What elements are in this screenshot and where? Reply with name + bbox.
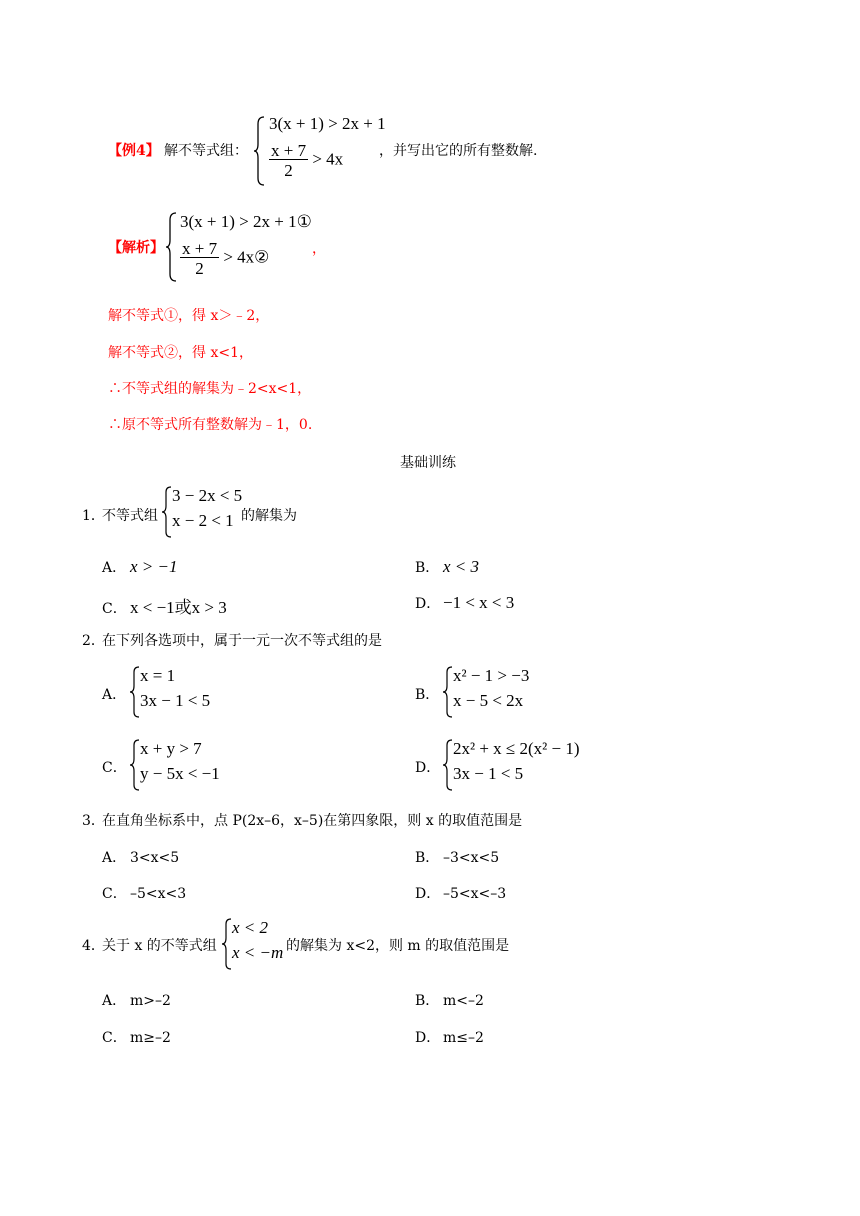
option-label: B． bbox=[415, 687, 440, 703]
system-line: x² − 1 > −3 bbox=[453, 666, 530, 685]
option-label: C． bbox=[102, 886, 127, 902]
solution-step: 解不等式②，得 x<1， bbox=[108, 345, 253, 361]
option-d[interactable] bbox=[415, 1027, 484, 1047]
system-line: 2x² + x ≤ 2(x² − 1) bbox=[453, 739, 580, 758]
option-label: D． bbox=[415, 596, 441, 612]
option-b[interactable] bbox=[415, 847, 499, 867]
question-suffix: 的解集为 bbox=[241, 508, 297, 524]
option-text: m<–2 bbox=[443, 993, 484, 1009]
solution-step: 解不等式①，得 x＞﹣2， bbox=[108, 308, 270, 324]
solution-ineq1: 3(x + 1) > 2x + 1① bbox=[180, 212, 312, 231]
option-label: C． bbox=[102, 601, 127, 617]
option-label: B． bbox=[415, 560, 440, 576]
option-text: –5<x<3 bbox=[130, 886, 187, 902]
option-text: –3<x<5 bbox=[443, 850, 500, 866]
system-line: 3x − 1 < 5 bbox=[140, 691, 211, 710]
option-label: D． bbox=[415, 1030, 441, 1046]
option-c[interactable] bbox=[102, 593, 227, 618]
example-ineq1: 3(x + 1) > 2x + 1 bbox=[269, 114, 386, 133]
option-text: x < −1或x > 3 bbox=[130, 598, 227, 617]
option-label: A． bbox=[102, 560, 127, 576]
option-text: x < 3 bbox=[443, 557, 480, 576]
option-a[interactable] bbox=[102, 847, 179, 867]
system-line: x = 1 bbox=[140, 666, 176, 685]
question-prefix: 在下列各选项中，属于一元一次不等式组的是 bbox=[102, 633, 382, 649]
option-text: 3<x<5 bbox=[130, 850, 180, 866]
option-text: –5<x<–3 bbox=[443, 886, 507, 902]
question-prefix: 不等式组 bbox=[102, 508, 158, 524]
option-text: m≥–2 bbox=[130, 1030, 171, 1046]
system-line: x < −m bbox=[232, 943, 284, 962]
solution-step: ∴不等式组的解集为﹣2<x<1， bbox=[108, 381, 312, 397]
system-line: x + y > 7 bbox=[140, 739, 202, 758]
system-line: x − 5 < 2x bbox=[453, 691, 524, 710]
system-line: y − 5x < −1 bbox=[140, 764, 220, 783]
option-a[interactable] bbox=[102, 557, 178, 577]
option-label: B． bbox=[415, 850, 440, 866]
section-title: 基础训练 bbox=[400, 455, 456, 471]
example-ineq2-numerator: x + 7 bbox=[271, 141, 307, 160]
option-label: C． bbox=[102, 760, 127, 776]
question-suffix: 的解集为 x<2，则 m 的取值范围是 bbox=[286, 938, 510, 954]
solution-ineq2 bbox=[180, 240, 269, 277]
option-b[interactable] bbox=[415, 990, 484, 1010]
solution-step: ∴原不等式所有整数解为﹣1，0. bbox=[108, 417, 313, 433]
question-number: 2． bbox=[82, 633, 105, 649]
option-label: B． bbox=[415, 993, 440, 1009]
brace-icon bbox=[165, 212, 179, 282]
example-suffix: ，并写出它的所有整数解. bbox=[379, 143, 538, 159]
brace-icon bbox=[253, 116, 267, 186]
question-number: 4． bbox=[82, 938, 105, 954]
example-prompt: 解不等式组： bbox=[164, 143, 248, 159]
option-text: m≤–2 bbox=[443, 1030, 484, 1046]
option-b[interactable] bbox=[415, 557, 479, 577]
option-c[interactable] bbox=[102, 1027, 171, 1047]
system-line: 3x − 1 < 5 bbox=[453, 764, 524, 783]
option-a[interactable] bbox=[102, 990, 171, 1010]
option-label: A． bbox=[102, 850, 127, 866]
solution-ineq2-numerator: x + 7 bbox=[182, 239, 218, 258]
question-number: 3． bbox=[82, 813, 105, 829]
example-ineq2-rest: > 4x bbox=[312, 149, 344, 169]
example-ineq2 bbox=[269, 142, 343, 179]
question-prefix: 关于 x 的不等式组 bbox=[102, 938, 217, 954]
question-prefix: 在直角坐标系中，点 P(2x–6，x–5)在第四象限，则 x 的取值范围是 bbox=[102, 813, 523, 829]
question-number: 1． bbox=[82, 508, 105, 524]
option-d[interactable] bbox=[415, 593, 514, 613]
solution-ineq2-denominator: 2 bbox=[195, 259, 204, 278]
option-label: A． bbox=[102, 687, 127, 703]
solution-label: 【解析】 bbox=[108, 240, 164, 256]
option-c[interactable] bbox=[102, 883, 186, 903]
solution-ineq2-rest: > 4x② bbox=[223, 247, 270, 267]
system-line: x − 2 < 1 bbox=[172, 511, 234, 530]
option-label: C． bbox=[102, 1030, 127, 1046]
system-line: 3 − 2x < 5 bbox=[172, 486, 243, 505]
example-ineq2-denominator: 2 bbox=[284, 161, 293, 180]
example-label: 【例4】 bbox=[108, 143, 160, 159]
option-text: x > −1 bbox=[130, 557, 178, 576]
system-line: x < 2 bbox=[232, 918, 269, 937]
option-label: D． bbox=[415, 760, 441, 776]
solution-comma: ， bbox=[312, 241, 326, 257]
option-text: −1 < x < 3 bbox=[443, 593, 515, 612]
option-label: A． bbox=[102, 993, 127, 1009]
option-label: D． bbox=[415, 886, 441, 902]
option-text: m>–2 bbox=[130, 993, 171, 1009]
option-d[interactable] bbox=[415, 883, 506, 903]
